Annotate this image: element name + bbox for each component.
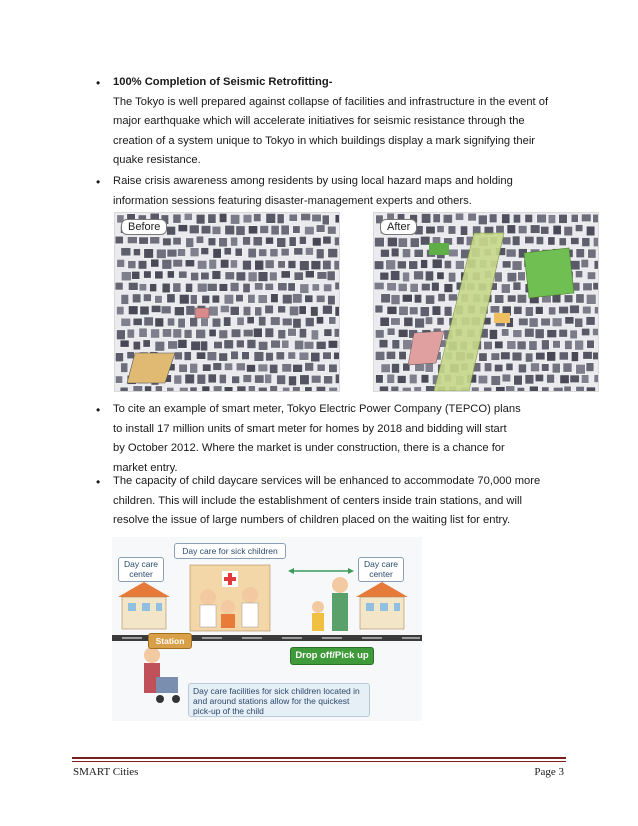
station-label: Station: [148, 633, 192, 649]
dropoff-label: Drop off/Pick up: [290, 647, 374, 665]
footer-title: SMART Cities: [73, 766, 139, 778]
before-label: Before: [121, 219, 167, 235]
paragraph-awareness: [113, 172, 583, 211]
sick-children-label: Day care for sick children: [174, 543, 286, 559]
text-line: The capacity of child daycare services will be enhanced to accommodate 70,000 more: [113, 475, 541, 487]
before-map-image: [114, 212, 340, 392]
text-line: quake resistance.: [113, 154, 201, 166]
footer-rule-thin: [72, 761, 566, 762]
text-line: Raise crisis awareness among residents by using local hazard maps and holding: [113, 175, 513, 187]
text-line: to install 17 million units of smart meter for homes by 2018 and bidding will start: [113, 422, 507, 435]
seismic-title: 100% Completion of Seismic Retrofitting-: [113, 76, 333, 88]
text-line: by October 2012. Where the market is under construction, there is a chance for: [113, 442, 505, 454]
bullet-marker: •: [96, 76, 101, 90]
after-map-drawing: [374, 213, 598, 391]
text-line: To cite an example of smart meter, Tokyo Electric Power Company (TEPCO) plans: [113, 403, 521, 415]
after-label: After: [380, 219, 417, 235]
text-line: The Tokyo is well prepared against collapse of facilities and infrastructure in the event of: [113, 95, 549, 108]
text-line: market entry.: [113, 461, 178, 474]
bullet-marker: •: [96, 175, 101, 189]
daycare-illustration: [112, 537, 422, 721]
daycare-caption: Day care facilities for sick children located in and around stations allow for the quickest pick-up of the child: [188, 683, 370, 717]
paragraph-smart-meter: [113, 400, 583, 478]
text-line: resolve the issue of large numbers of children placed on the waiting list for entry.: [113, 514, 511, 526]
paragraph-daycare: [113, 472, 583, 531]
text-line: creation of a system unique to Tokyo in which buildings display a mark signifying their: [113, 134, 536, 147]
after-map-image: [373, 212, 599, 392]
text-line: information sessions featuring disaster-management experts and others.: [113, 194, 472, 207]
text-line: major earthquake which will accelerate initiatives for seismic resistance through the: [113, 115, 525, 127]
text-line: children. This will include the establishment of centers inside train stations, and will: [113, 494, 522, 507]
bullet-marker: •: [96, 403, 101, 417]
daycare-center-right-label: Day care center: [358, 557, 404, 582]
daycare-center-left-label: Day care center: [118, 557, 164, 582]
page-number: Page 3: [534, 766, 564, 778]
bullet-marker: •: [96, 475, 101, 489]
before-map-drawing: [115, 213, 339, 391]
paragraph-seismic: [113, 73, 583, 171]
footer-rule: [72, 757, 566, 759]
